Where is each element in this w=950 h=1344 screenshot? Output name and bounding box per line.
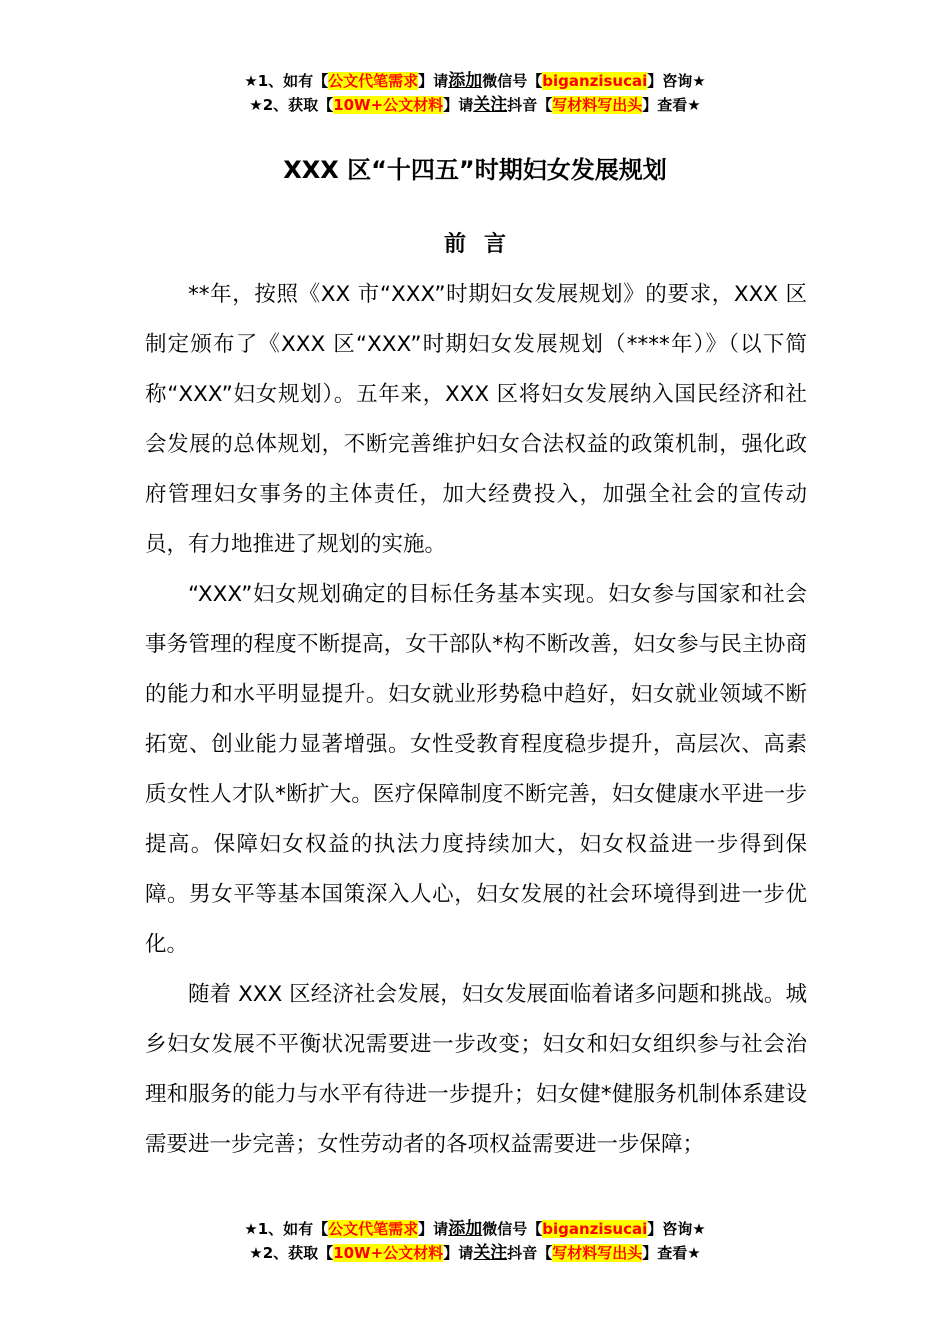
promo-line-1 <box>0 69 950 93</box>
promo-text: 微信号【 <box>482 72 543 90</box>
promo-text: 】请 <box>443 1244 474 1262</box>
promo-emphasis: 关注 <box>473 95 508 115</box>
promo-highlight: biganzisucai <box>542 72 648 90</box>
promo-line-2 <box>0 93 950 117</box>
promo-emphasis: 添加 <box>448 71 483 91</box>
promo-text: 】查看★ <box>642 1244 701 1262</box>
promo-line-1 <box>0 1217 950 1241</box>
promo-banner-top <box>0 69 950 117</box>
promo-highlight: 10W+公文材料 <box>333 96 444 114</box>
promo-highlight: 公文代笔需求 <box>328 72 419 90</box>
promo-highlight: biganzisucai <box>542 1220 648 1238</box>
promo-text: 】请 <box>418 72 449 90</box>
promo-banner-bottom <box>0 1217 950 1265</box>
promo-highlight: 写材料写出头 <box>552 1244 643 1262</box>
promo-text: 抖音【 <box>507 96 553 114</box>
promo-text: 】查看★ <box>642 96 701 114</box>
promo-highlight: 10W+公文材料 <box>333 1244 444 1262</box>
paragraph: “XXX”妇女规划确定的目标任务基本实现。妇女参与国家和社会事务管理的程度不断提高，女干部队*构不断改善，妇女参与民主协商的能力和水平明显提升。妇女就业形势稳中趋好，妇女就业领域不断拓宽、创业能力显著增强。女性受教育程度稳步提升，高层次、高素质女性人才队*断扩大。医疗保障制度不断完善，妇女健康水平进一步提高。保障妇女权益的执法力度持续加大，妇女权益进一步得到保障。男女平等基本国策深入人心，妇女发展的社会环境得到进一步优化。 <box>145 582 807 957</box>
paragraph: **年，按照《XX 市“XXX”时期妇女发展规划》的要求，XXX 区制定颁布了《XXX 区“XXX”时期妇女发展规划（****年）》（以下简称“XXX”妇女规划）。五年来，XXX 区将妇女发展纳入国民经济和社会发展的总体规划，不断完善维护妇女合法权益的政策机制，强化政府管理妇女事务的主体责任，加大经费投入，加强全社会的宣传动员，有力地推进了规划的实施。 <box>145 282 807 557</box>
promo-emphasis: 关注 <box>473 1243 508 1263</box>
section-heading: 前言 <box>443 232 524 257</box>
promo-text: 】咨询★ <box>647 1220 706 1238</box>
promo-highlight: 公文代笔需求 <box>328 1220 419 1238</box>
promo-text: ★2、获取【 <box>249 96 334 114</box>
document-title: XXX 区“十四五”时期妇女发展规划 <box>283 156 667 184</box>
promo-text: 微信号【 <box>482 1220 543 1238</box>
promo-text: 】请 <box>443 96 474 114</box>
promo-highlight: 写材料写出头 <box>552 96 643 114</box>
promo-text: ★1、如有【 <box>244 72 329 90</box>
promo-text: 】咨询★ <box>647 72 706 90</box>
promo-line-2 <box>0 1241 950 1265</box>
paragraph: 随着 XXX 区经济社会发展，妇女发展面临着诸多问题和挑战。城乡妇女发展不平衡状况需要进一步改变；妇女和妇女组织参与社会治理和服务的能力与水平有待进一步提升；妇女健*健服务机制体系建设需要进一步完善；女性劳动者的各项权益需要进一步保障； <box>145 982 807 1157</box>
document-body <box>145 270 807 1170</box>
promo-text: ★2、获取【 <box>249 1244 334 1262</box>
promo-text: ★1、如有【 <box>244 1220 329 1238</box>
promo-text: 抖音【 <box>507 1244 553 1262</box>
promo-text: 】请 <box>418 1220 449 1238</box>
promo-emphasis: 添加 <box>448 1219 483 1239</box>
